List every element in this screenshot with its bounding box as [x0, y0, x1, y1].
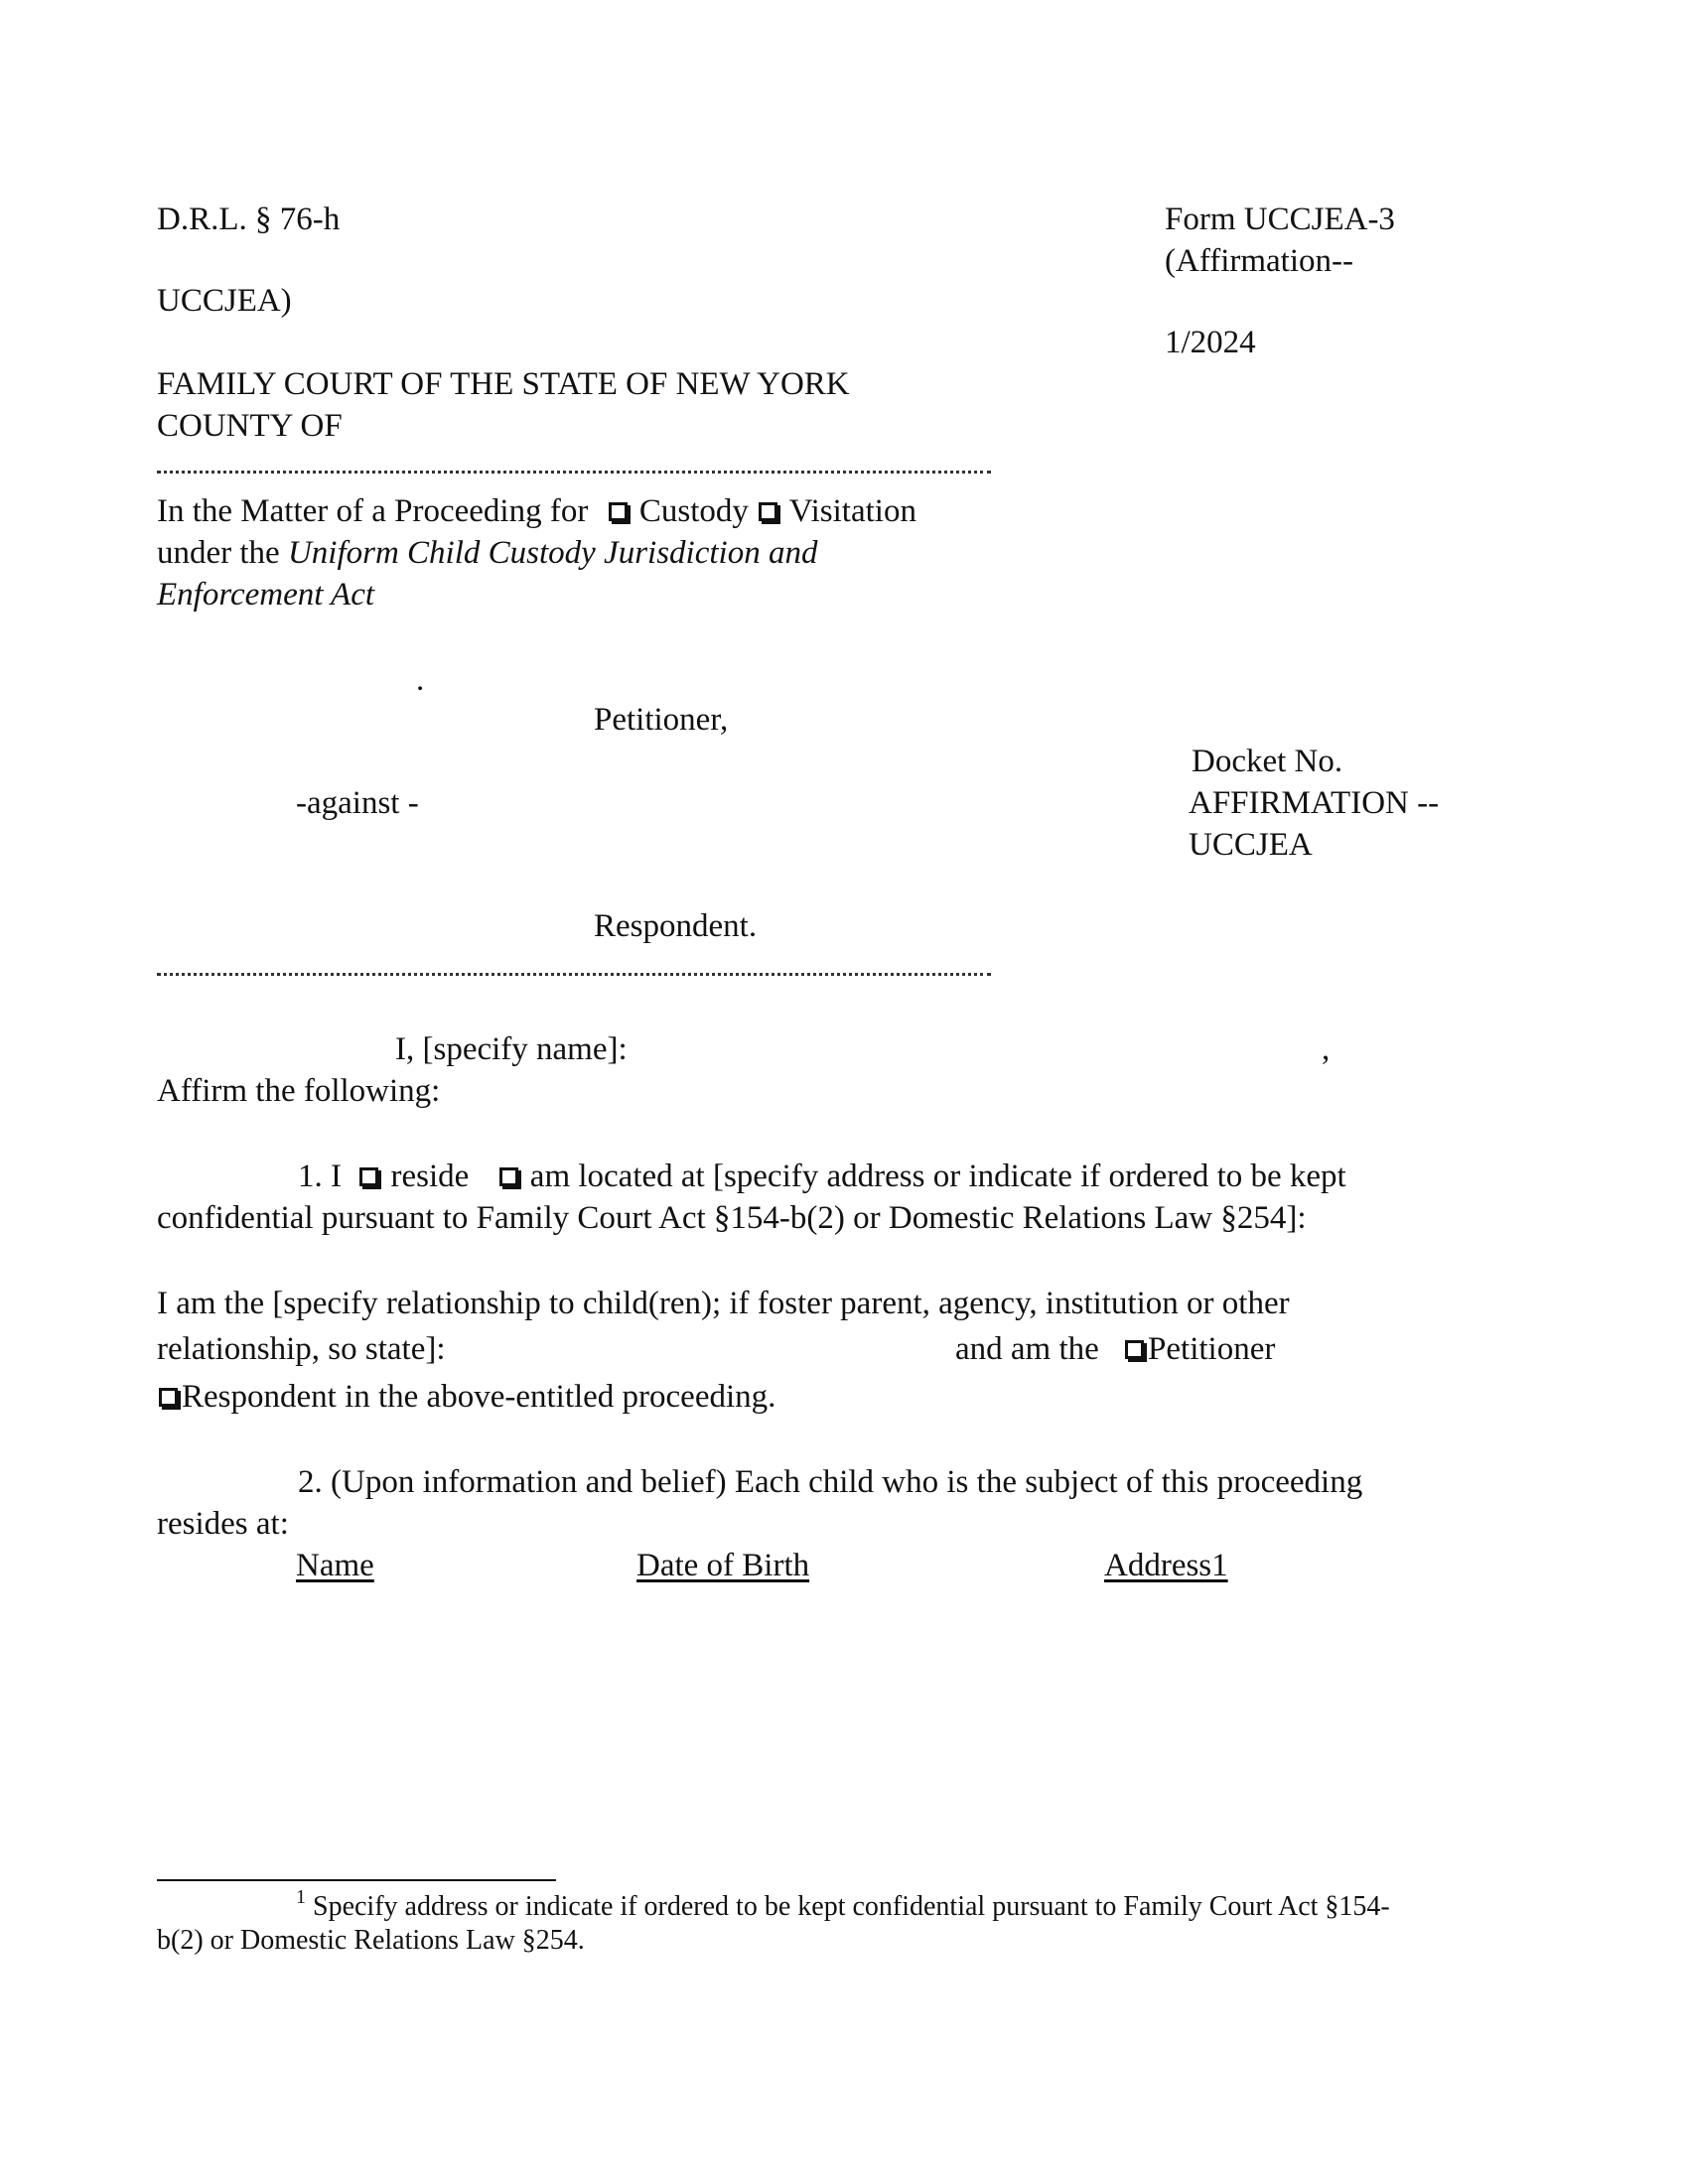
reside-checkbox[interactable] — [359, 1167, 378, 1186]
paragraph-1-number: 1. — [298, 1159, 323, 1194]
under-the-text: under the — [157, 535, 280, 571]
paragraph-1-pronoun: I — [331, 1159, 342, 1194]
respondent-checkbox[interactable] — [159, 1388, 178, 1407]
court-name: FAMILY COURT OF THE STATE OF NEW YORK — [157, 366, 850, 402]
relationship-line-3 — [159, 1376, 775, 1418]
footnote-text-1: Specify address or indicate if ordered to be kept confidential pursuant to Family Court Act §154- — [313, 1891, 1390, 1922]
relationship-line-1: I am the [specify relationship to child(ren); if foster parent, agency, institution or other — [157, 1286, 1290, 1321]
petitioner-label: Petitioner, — [594, 702, 729, 738]
located-label: am located — [529, 1159, 673, 1194]
respondent-role-label: Respondent in the above-entitled proceeding. — [182, 1379, 776, 1415]
relationship-line-2: relationship, so state]: — [157, 1331, 446, 1367]
act-name-part-2: Enforcement Act — [157, 577, 375, 613]
petitioner-role-label: Petitioner — [1148, 1331, 1276, 1367]
paragraph-1-line-1 — [298, 1156, 1346, 1197]
custody-checkbox[interactable] — [609, 502, 628, 521]
form-description: (Affirmation-- — [1165, 243, 1353, 279]
custody-label: Custody — [638, 493, 749, 529]
document-title-line-2: UCCJEA — [1189, 827, 1313, 863]
docket-number-label: Docket No. — [1192, 744, 1343, 779]
act-name-part-1: Uniform Child Custody Jurisdiction and — [287, 535, 818, 571]
party-role-line — [955, 1328, 1275, 1370]
affirmant-name-label: I, [specify name]: — [395, 1031, 628, 1067]
caption-bottom-divider — [157, 973, 991, 980]
affirmant-name-end: , — [1322, 1031, 1331, 1067]
address-instruction: at [specify address or indicate if ordered to be kept — [680, 1159, 1346, 1194]
form-number: Form UCCJEA-3 — [1165, 202, 1395, 237]
paragraph-2-line-1: 2. (Upon information and belief) Each child who is the subject of this proceeding — [298, 1464, 1363, 1500]
paragraph-1-line-2: confidential pursuant to Family Court Act §154-b(2) or Domestic Relations Law §254]: — [157, 1200, 1307, 1236]
reside-label: reside — [390, 1159, 470, 1194]
act-line-1 — [157, 532, 817, 574]
footnote-line-2: b(2) or Domestic Relations Law §254. — [157, 1925, 585, 1956]
petitioner-name-mark: . — [416, 662, 425, 698]
footnote-line-1 — [296, 1886, 1390, 1924]
party-role-prefix: and am the — [955, 1331, 1099, 1367]
visitation-label: Visitation — [788, 493, 916, 529]
visitation-checkbox[interactable] — [759, 502, 777, 521]
respondent-label: Respondent. — [594, 908, 758, 944]
paragraph-2-line-2: resides at: — [157, 1506, 289, 1542]
located-checkbox[interactable] — [499, 1167, 518, 1186]
matter-prefix: In the Matter of a Proceeding for — [157, 493, 589, 529]
column-header-date-of-birth: Date of Birth — [636, 1548, 810, 1583]
column-header-address: Address1 — [1104, 1548, 1228, 1583]
statute-reference: D.R.L. § 76-h — [157, 202, 341, 237]
caption-top-divider — [157, 471, 991, 478]
matter-line — [157, 490, 916, 532]
column-header-name: Name — [296, 1548, 374, 1583]
footnote-marker: 1 — [296, 1886, 306, 1908]
petitioner-checkbox[interactable] — [1125, 1340, 1144, 1359]
county-label: COUNTY OF — [157, 408, 343, 444]
form-date: 1/2024 — [1165, 325, 1256, 360]
against-label: -against - — [296, 785, 419, 821]
footnote-separator — [157, 1879, 556, 1881]
act-line-2 — [157, 574, 374, 615]
document-title-line-1: AFFIRMATION -- — [1189, 785, 1440, 821]
statute-reference-cont: UCCJEA) — [157, 283, 292, 319]
affirm-statement: Affirm the following: — [157, 1073, 441, 1109]
